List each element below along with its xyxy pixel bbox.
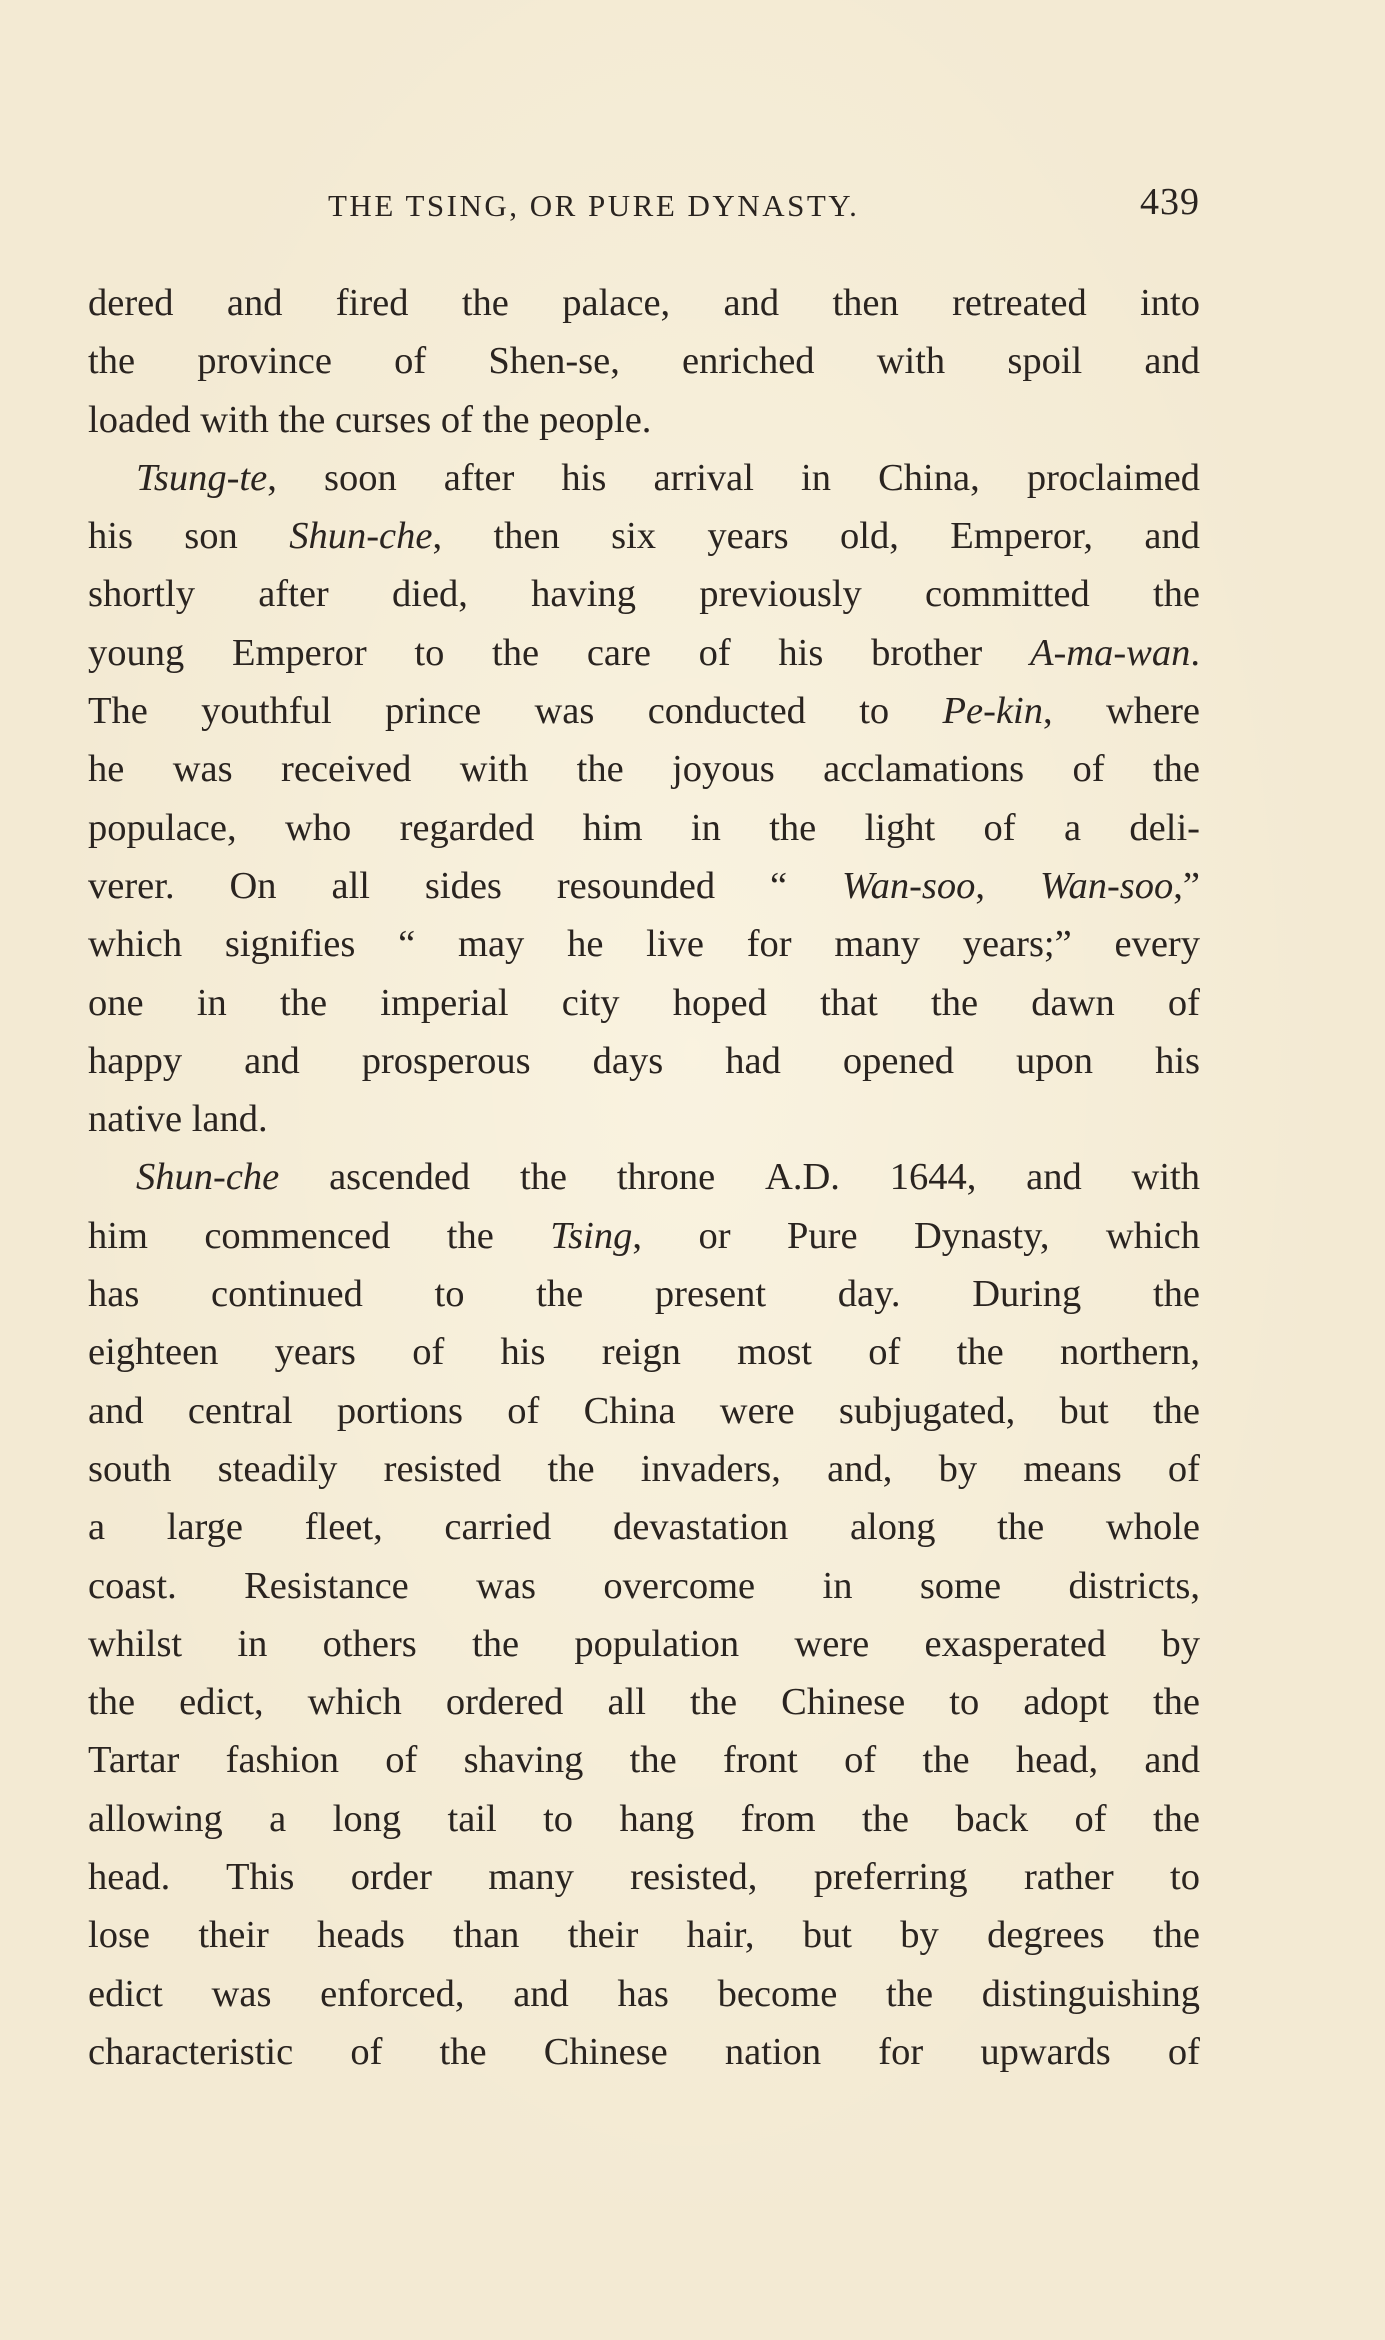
text-line: has continued to the present day. During the: [88, 1273, 1200, 1316]
text-line: Tartar fashion of shaving the front of the head, and: [88, 1739, 1200, 1782]
text-line: loaded with the curses of the people.: [88, 398, 652, 441]
text-line: shortly after died, having previously committed the: [88, 573, 1200, 616]
place-pe-kin: Pe-kin: [942, 690, 1043, 733]
text-line: one in the imperial city hoped that the dawn of: [88, 981, 1200, 1024]
dynasty-tsing: Tsing: [550, 1214, 633, 1257]
text-line: eighteen years of his reign most of the northern,: [88, 1331, 1200, 1374]
name-shun-che: Shun-che: [289, 515, 433, 558]
text-line: allowing a long tail to hang from the back of the: [88, 1797, 1200, 1840]
text-line: Shun-che ascended the throne A.D. 1644, and with: [136, 1156, 1200, 1199]
text-line: south steadily resisted the invaders, and, by means of: [88, 1447, 1200, 1490]
text-line: dered and fired the palace, and then retreated into: [88, 282, 1200, 324]
text-line: coast. Resistance was overcome in some districts,: [88, 1564, 1200, 1607]
text-line: young Emperor to the care of his brother A-ma-wan.: [88, 631, 1200, 674]
text-line: the edict, which ordered all the Chinese to adopt the: [88, 1681, 1200, 1724]
text-line: characteristic of the Chinese nation for upwards of: [88, 2030, 1200, 2073]
text-line: a large fleet, carried devastation along the whole: [88, 1506, 1200, 1549]
name-a-ma-wan: A-ma-wan: [1029, 631, 1191, 674]
text-line: native land.: [88, 1098, 268, 1141]
page-header: [90, 178, 1200, 238]
phrase-wan-soo: Wan-soo: [1039, 864, 1174, 907]
text-line: populace, who regarded him in the light of a deli-: [88, 806, 1200, 849]
text-line: happy and prosperous days had opened upon his: [88, 1039, 1200, 1082]
text-line: verer. On all sides resounded “ Wan-soo, Wan-soo,”: [88, 864, 1201, 907]
text-line: and central portions of China were subjugated, but the: [88, 1389, 1200, 1432]
phrase-wan-soo: Wan-soo: [842, 864, 976, 907]
name-shun-che: Shun-che: [136, 1156, 280, 1199]
text-line: head. This order many resisted, preferring rather to: [88, 1856, 1200, 1899]
text-line: he was received with the joyous acclamations of the: [88, 748, 1200, 791]
text-line: lose their heads than their hair, but by degrees the: [88, 1914, 1200, 1957]
text-line: his son Shun-che, then six years old, Emperor, and: [88, 515, 1200, 558]
text-line: him commenced the Tsing, or Pure Dynasty, which: [88, 1214, 1200, 1257]
text-line: the province of Shen-se, enriched with spoil and: [88, 340, 1200, 383]
page-number: 439: [1140, 181, 1200, 223]
era-abbrev: A.D.: [765, 1156, 840, 1199]
name-tsung-te: Tsung-te: [136, 456, 268, 499]
text-line: which signifies “ may he live for many years;” every: [88, 923, 1200, 966]
text-line: The youthful prince was conducted to Pe-kin, where: [88, 690, 1200, 733]
text-line: whilst in others the population were exasperated by: [88, 1622, 1200, 1665]
text-line: Tsung-te, soon after his arrival in China, proclaimed: [136, 456, 1200, 499]
body-text: [88, 274, 1200, 2081]
running-head: THE TSING, OR PURE DYNASTY.: [328, 188, 860, 223]
text-line: edict was enforced, and has become the distinguishing: [88, 1972, 1200, 2015]
